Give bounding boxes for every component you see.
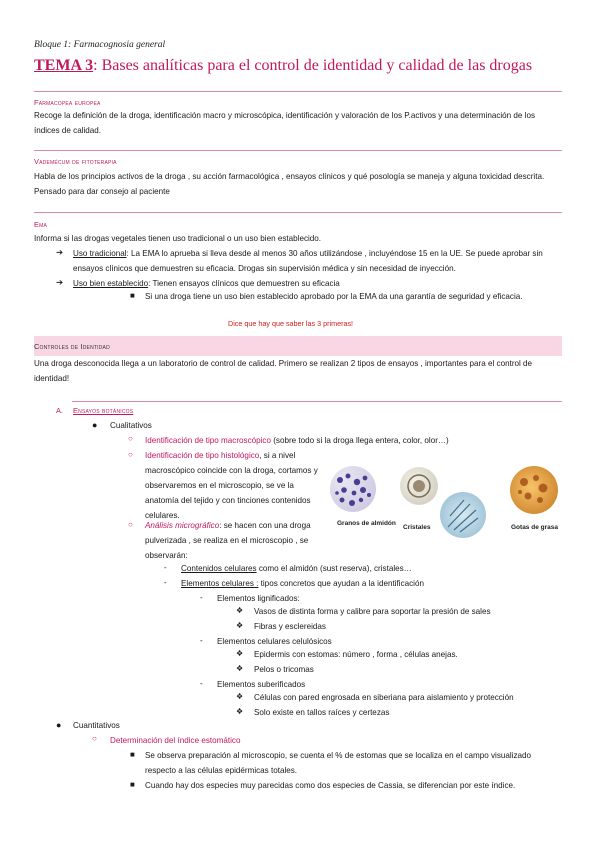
section-heading-vademecum: Vademécum de fitoterapia	[34, 157, 117, 166]
bullet-icon: ■	[130, 750, 135, 759]
dash-icon: -	[164, 578, 167, 587]
macroscopico-text: (sobre todo si la droga llega entera, color, olor…)	[270, 436, 449, 445]
elementos-text: tipos concretos que ayudan a la identificación	[258, 579, 424, 588]
bullet-icon: ■	[130, 291, 135, 300]
indice-item-2: Cuando hay dos especies muy parecidas como dos especies de Cassia, se diferencian por este índice.	[145, 781, 516, 790]
circle-bullet-icon: ○	[92, 734, 97, 743]
suberificados-item-1: Células con pared engrosada en siberiana para aislamiento y protección	[254, 693, 514, 702]
crystals-image-1	[400, 467, 438, 505]
highlight-band	[34, 336, 562, 356]
circle-bullet-icon: ○	[128, 450, 133, 459]
cualitativos-label: Cualitativos	[110, 421, 152, 430]
celulosicos-item-1: Epidermis con estomas: número , forma , células anejas.	[254, 650, 458, 659]
arrow-icon: ➔	[56, 277, 64, 287]
uso-tradicional-term: Uso tradicional	[73, 249, 127, 258]
bullet-icon: ●	[56, 720, 62, 730]
ema-sub-bullet: Si una droga tiene un uso bien establecido aprobado por la EMA da una garantía de seguridad y eficacia.	[145, 292, 523, 301]
title-text: Bases analíticas para el control de identidad y calidad de las drogas	[97, 57, 533, 74]
lignificados-label: Elementos lignificados:	[217, 594, 300, 603]
ema-note: Dice que hay que saber las 3 primeras!	[228, 319, 354, 328]
arrow-icon: ➔	[56, 247, 64, 257]
title-colon: :	[93, 57, 98, 74]
dash-icon: -	[200, 636, 203, 645]
indice-estomatico-term: Determinación del índice estomático	[110, 736, 241, 745]
lignificados-item-1: Vasos de distinta forma y calibre para soportar la presión de sales	[254, 607, 491, 616]
divider	[34, 212, 562, 213]
title-number: TEMA 3	[34, 57, 94, 74]
diamond-bullet-icon: ❖	[236, 606, 244, 615]
circle-bullet-icon: ○	[128, 434, 133, 443]
micrografico-item	[145, 518, 315, 563]
contenidos-item	[181, 561, 561, 576]
uso-bien-establecido-term: Uso bien establecido	[73, 279, 149, 288]
vademecum-text: Habla de los principios activos de la droga , su acción farmacológica , ensayos clínicos y qué posología se maneja y alguna toxicidad descrita. Pensado para dar consejo al paciente	[34, 172, 545, 196]
histologico-text: , si a nivel macroscópico coincide con la droga, cortamos y observaremos en el microscopio, se ve la anatomía del tejido y con tinciones contenidos celulares.	[145, 451, 318, 520]
divider	[34, 150, 562, 151]
cuantitativos-label: Cuantitativos	[73, 721, 120, 730]
lignificados-item-2: Fibras y esclereidas	[254, 622, 326, 631]
section-heading-farmacopea: Farmacopea europea	[34, 98, 101, 107]
contenidos-text: como el almidón (sust reserva), cristales…	[256, 564, 412, 573]
uso-tradicional-text: : La EMA lo aprueba si lleva desde al menos 30 años utilizándose , incluyéndose 15 en la UE. Se puede aprobar sin ensayos clínicos que demuestren su eficacia. Drogas sin supervisión médica y sin necesidad de inyección.	[73, 249, 543, 273]
divider	[34, 91, 562, 92]
page-title	[34, 57, 532, 75]
microscopy-figure	[327, 462, 565, 538]
ema-uso-tradicional	[73, 246, 543, 276]
bullet-icon: ■	[130, 780, 135, 789]
document-header: Bloque 1: Farmacognosia general	[34, 40, 166, 50]
figure-label-fat: Gotas de grasa	[511, 524, 558, 531]
micrografico-term: Análisis micrográfico	[145, 521, 220, 530]
histologico-term: Identificación de tipo histológico	[145, 451, 260, 460]
diamond-bullet-icon: ❖	[236, 649, 244, 658]
ema-intro: Informa si las drogas vegetales tienen uso tradicional o un uso bien establecido.	[34, 234, 322, 243]
elementos-item	[181, 576, 561, 591]
celulosicos-label: Elementos celulares celulósicos	[217, 637, 332, 646]
uso-bien-establecido-text: : Tienen ensayos clínicos que demuestren su eficacia	[148, 279, 340, 288]
divider	[72, 401, 562, 402]
crystals-image-2	[440, 492, 486, 538]
figure-label-starch: Granos de almidón	[337, 520, 396, 527]
dash-icon: -	[200, 593, 203, 602]
dash-icon: -	[200, 679, 203, 688]
contenidos-term: Contenidos celulares	[181, 564, 257, 573]
histologico-item	[145, 448, 325, 523]
diamond-bullet-icon: ❖	[236, 692, 244, 701]
diamond-bullet-icon: ❖	[236, 621, 244, 630]
circle-bullet-icon: ○	[128, 520, 133, 529]
suberificados-label: Elementos suberificados	[217, 680, 306, 689]
macroscopico-item	[145, 433, 555, 448]
list-marker: A.	[56, 406, 63, 415]
macroscopico-term: Identificación de tipo macroscópico	[145, 436, 271, 445]
section-heading-controles: Controles de Identidad	[34, 342, 110, 351]
farmacopea-text: Recoge la definición de la droga, identificación macro y microscópica, identificación y valoración de los P.activos y una determinación de los índices de calidad.	[34, 111, 536, 135]
section-heading-ensayos: Ensayos botánicos	[73, 406, 134, 415]
celulosicos-item-2: Pelos o tricomas	[254, 665, 314, 674]
bullet-icon: ●	[92, 420, 98, 430]
micrografico-text: : se hacen con una droga pulverizada , se realiza en el microscopio , se observarán:	[145, 521, 311, 560]
indice-item-1: Se observa preparación al microscopio, se cuenta el % de estomas que se localiza en el campo visualizado respecto a las células epidérmicas totales.	[145, 751, 532, 775]
elementos-term: Elementos celulares :	[181, 579, 259, 588]
dash-icon: -	[164, 563, 167, 572]
section-heading-ema: Ema	[34, 220, 48, 229]
figure-label-crystals: Cristales	[403, 524, 431, 531]
suberificados-item-2: Solo existe en tallos raíces y certezas	[254, 708, 390, 717]
fat-droplets-image	[510, 466, 558, 514]
diamond-bullet-icon: ❖	[236, 707, 244, 716]
diamond-bullet-icon: ❖	[236, 664, 244, 673]
starch-grains-image	[330, 466, 376, 512]
controles-text: Una droga desconocida llega a un laboratorio de control de calidad. Primero se realizan 2 tipos de ensayos , importantes para el control de identidad!	[34, 359, 533, 383]
